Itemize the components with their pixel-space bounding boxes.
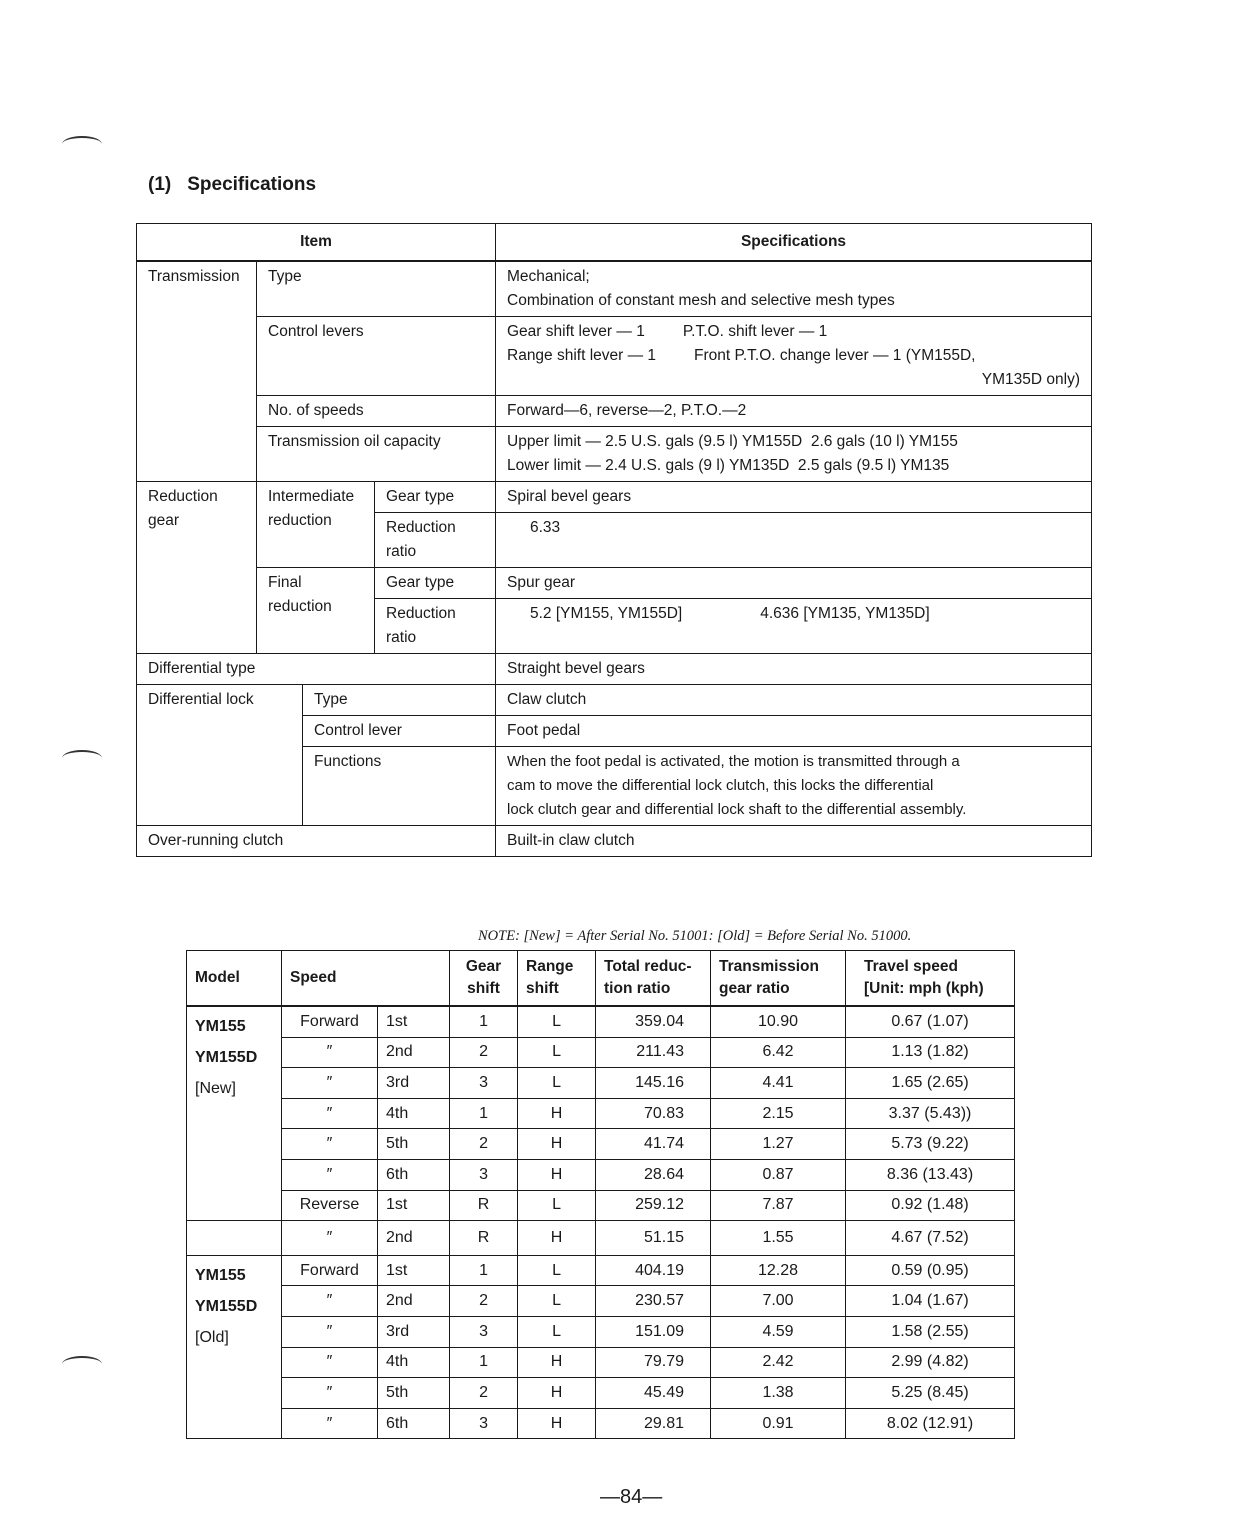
- transmission-ratio-cell: 12.28: [711, 1255, 846, 1286]
- final-line: reduction: [268, 598, 332, 615]
- reduction-ratio-label: [375, 599, 496, 654]
- transmission-ratio-cell: 1.55: [711, 1221, 846, 1256]
- item-header: Item: [137, 224, 496, 262]
- transmission-ratio-cell: 7.87: [711, 1190, 846, 1221]
- gear-shift-cell: 3: [450, 1159, 518, 1190]
- gear-shift-cell: 1: [450, 1098, 518, 1129]
- range-shift-cell: H: [518, 1408, 596, 1439]
- total-ratio-cell: 359.04: [596, 1006, 711, 1037]
- control-levers-label: Control levers: [257, 317, 496, 396]
- step-cell: 2nd: [378, 1286, 450, 1317]
- ratio-label-line: ratio: [386, 543, 417, 560]
- model-name: YM155D: [195, 1297, 258, 1315]
- model-tag: [Old]: [195, 1328, 229, 1346]
- step-cell: 4th: [378, 1098, 450, 1129]
- direction-cell: ″: [282, 1068, 378, 1099]
- transmission-ratio-cell: 1.27: [711, 1129, 846, 1160]
- final-ratio-value: [496, 599, 1092, 654]
- header-line: Gear: [465, 958, 502, 975]
- final-ratio-a: 5.2 [YM155, YM155D]: [530, 605, 683, 622]
- model-name: YM155D: [195, 1049, 258, 1066]
- section-title: Specifications: [187, 174, 317, 195]
- control-lever-value: Foot pedal: [496, 716, 1092, 747]
- transmission-ratio-cell: 10.90: [711, 1006, 846, 1037]
- total-ratio-cell: 145.16: [596, 1068, 711, 1099]
- travel-speed-cell: 1.58 (2.55): [846, 1316, 1015, 1347]
- direction-cell: ″: [282, 1286, 378, 1317]
- speed-row: [187, 1347, 1015, 1378]
- transmission-label: Transmission: [137, 261, 257, 482]
- intermediate-reduction-label: [257, 482, 375, 568]
- speed-row: [187, 1129, 1015, 1160]
- gear-shift-cell: R: [450, 1190, 518, 1221]
- model-cell: [187, 1221, 282, 1256]
- control-lever-label: Control lever: [303, 716, 496, 747]
- total-ratio-cell: 404.19: [596, 1255, 711, 1286]
- range-shift-cell: H: [518, 1159, 596, 1190]
- lower-limit: Lower limit — 2.4 U.S. gals (9 l): [507, 457, 725, 474]
- functions-line: lock clutch gear and differential lock shaft to the differential assembly.: [507, 801, 967, 818]
- speed-table: [186, 950, 1015, 1439]
- table-row: [137, 317, 1092, 396]
- ratio-label-line: ratio: [386, 629, 417, 646]
- speed-row: [187, 1159, 1015, 1190]
- over-running-label: Over-running clutch: [137, 826, 496, 857]
- reduction-gear-line: Reduction: [148, 488, 218, 505]
- specifications-table: [136, 223, 1092, 857]
- intermediate-line: reduction: [268, 512, 332, 529]
- range-shift-cell: H: [518, 1098, 596, 1129]
- travel-speed-cell: 8.36 (13.43): [846, 1159, 1015, 1190]
- direction-cell: ″: [282, 1408, 378, 1439]
- travel-speed-cell: 2.99 (4.82): [846, 1347, 1015, 1378]
- lower-model: YM135D: [728, 457, 790, 474]
- model-name: YM155: [195, 1266, 246, 1284]
- header-line: [Unit: mph (kph): [864, 980, 984, 997]
- differential-lock-label: Differential lock: [137, 685, 303, 826]
- total-ratio-cell: 79.79: [596, 1347, 711, 1378]
- upper-limit: Upper limit — 2.5 U.S. gals (9.5 l): [507, 433, 738, 450]
- page-number: —84—: [600, 1486, 663, 1508]
- travel-speed-header: [846, 951, 1015, 1007]
- gear-shift-cell: 1: [450, 1255, 518, 1286]
- transmission-ratio-cell: 0.87: [711, 1159, 846, 1190]
- pto-shift-lever: P.T.O. shift lever — 1: [682, 323, 828, 340]
- speed-row: [187, 1190, 1015, 1221]
- step-cell: 1st: [378, 1255, 450, 1286]
- table-row: [137, 482, 1092, 513]
- range-shift-cell: L: [518, 1255, 596, 1286]
- travel-speed-cell: 3.37 (5.43)): [846, 1098, 1015, 1129]
- reduction-gear-line: gear: [148, 512, 180, 529]
- speed-header: Speed: [282, 951, 450, 1007]
- transmission-ratio-cell: 2.42: [711, 1347, 846, 1378]
- speed-row: [187, 1006, 1015, 1037]
- functions-value: [496, 747, 1092, 826]
- travel-speed-cell: 0.59 (0.95): [846, 1255, 1015, 1286]
- step-cell: 6th: [378, 1408, 450, 1439]
- type-line: Combination of constant mesh and selective mesh types: [507, 292, 895, 309]
- gear-shift-cell: 2: [450, 1286, 518, 1317]
- transmission-ratio-cell: 4.59: [711, 1316, 846, 1347]
- gear-shift-lever: Gear shift lever — 1: [507, 323, 645, 340]
- total-ratio-cell: 29.81: [596, 1408, 711, 1439]
- model-name: YM155: [195, 1018, 246, 1035]
- front-pto-lever-cont: YM135D only): [981, 371, 1080, 388]
- step-cell: 1st: [378, 1190, 450, 1221]
- functions-line: When the foot pedal is activated, the motion is transmitted through a: [507, 753, 960, 770]
- model-tag: [New]: [195, 1080, 236, 1097]
- header-line: Total reduc-: [604, 958, 692, 975]
- step-cell: 5th: [378, 1378, 450, 1409]
- speed-row: [187, 1378, 1015, 1409]
- table-row: [137, 427, 1092, 482]
- table-row: [137, 685, 1092, 716]
- speed-row: [187, 1037, 1015, 1068]
- binding-hole-mark: [62, 136, 102, 152]
- binding-hole-mark: [62, 750, 102, 766]
- intermediate-line: Intermediate: [268, 488, 355, 505]
- final-line: Final: [268, 574, 302, 591]
- table-row: [137, 826, 1092, 857]
- table-row: [137, 261, 1092, 317]
- reduction-gear-label: [137, 482, 257, 654]
- header-line: gear ratio: [719, 980, 790, 997]
- gear-type-value: Spur gear: [496, 568, 1092, 599]
- type-label: Type: [257, 261, 496, 317]
- direction-cell: ″: [282, 1159, 378, 1190]
- step-cell: 5th: [378, 1129, 450, 1160]
- ratio-label-line: Reduction: [386, 519, 456, 536]
- header-line: shift: [526, 980, 559, 997]
- gear-shift-cell: 2: [450, 1129, 518, 1160]
- reduction-ratio-value: 6.33: [496, 513, 1092, 568]
- gear-type-label: Gear type: [375, 568, 496, 599]
- range-shift-cell: L: [518, 1006, 596, 1037]
- travel-speed-cell: 5.73 (9.22): [846, 1129, 1015, 1160]
- transmission-ratio-cell: 6.42: [711, 1037, 846, 1068]
- model-cell: [187, 1255, 282, 1439]
- differential-type-label: Differential type: [137, 654, 496, 685]
- travel-speed-cell: 1.04 (1.67): [846, 1286, 1015, 1317]
- gear-shift-cell: R: [450, 1221, 518, 1256]
- model-header: Model: [187, 951, 282, 1007]
- step-cell: 1st: [378, 1006, 450, 1037]
- over-running-value: Built-in claw clutch: [496, 826, 1092, 857]
- step-cell: 3rd: [378, 1316, 450, 1347]
- direction-cell: ″: [282, 1378, 378, 1409]
- final-ratio-b: 4.636 [YM135, YM135D]: [760, 605, 930, 622]
- differential-type-value: Straight bevel gears: [496, 654, 1092, 685]
- transmission-ratio-cell: 2.15: [711, 1098, 846, 1129]
- type-value: [496, 261, 1092, 317]
- gear-type-value: Spiral bevel gears: [496, 482, 1092, 513]
- direction-cell: ″: [282, 1129, 378, 1160]
- section-heading: [148, 174, 316, 196]
- range-shift-cell: H: [518, 1347, 596, 1378]
- upper-alt-model: YM155: [908, 433, 958, 450]
- front-pto-lever: Front P.T.O. change lever — 1 (YM155D,: [694, 347, 976, 364]
- gear-shift-header: [450, 951, 518, 1007]
- specifications-header: Specifications: [496, 224, 1092, 262]
- header-line: shift: [467, 980, 500, 997]
- step-cell: 4th: [378, 1347, 450, 1378]
- speed-row: [187, 1316, 1015, 1347]
- step-cell: 6th: [378, 1159, 450, 1190]
- header-line: Range: [526, 958, 574, 975]
- range-shift-cell: L: [518, 1286, 596, 1317]
- transmission-ratio-header: [711, 951, 846, 1007]
- table-row: [137, 654, 1092, 685]
- oil-capacity-value: [496, 427, 1092, 482]
- type-line: Mechanical;: [507, 268, 590, 285]
- table-header-row: [137, 224, 1092, 262]
- direction-cell: ″: [282, 1037, 378, 1068]
- total-ratio-cell: 41.74: [596, 1129, 711, 1160]
- control-levers-value: [496, 317, 1092, 396]
- direction-cell: ″: [282, 1221, 378, 1256]
- speed-row: [187, 1221, 1015, 1256]
- travel-speed-cell: 5.25 (8.45): [846, 1378, 1015, 1409]
- gear-shift-cell: 2: [450, 1037, 518, 1068]
- step-cell: 2nd: [378, 1037, 450, 1068]
- range-shift-cell: L: [518, 1068, 596, 1099]
- range-shift-cell: H: [518, 1378, 596, 1409]
- transmission-ratio-cell: 4.41: [711, 1068, 846, 1099]
- range-shift-cell: L: [518, 1316, 596, 1347]
- oil-capacity-label: Transmission oil capacity: [257, 427, 496, 482]
- binding-hole-mark: [62, 1356, 102, 1372]
- travel-speed-cell: 0.92 (1.48): [846, 1190, 1015, 1221]
- total-ratio-cell: 70.83: [596, 1098, 711, 1129]
- travel-speed-cell: 4.67 (7.52): [846, 1221, 1015, 1256]
- gear-shift-cell: 3: [450, 1068, 518, 1099]
- final-reduction-label: [257, 568, 375, 654]
- table-row: [137, 568, 1092, 599]
- section-number: (1): [148, 174, 172, 195]
- total-ratio-cell: 28.64: [596, 1159, 711, 1190]
- direction-cell: ″: [282, 1347, 378, 1378]
- range-shift-cell: H: [518, 1221, 596, 1256]
- speeds-label: No. of speeds: [257, 396, 496, 427]
- gear-type-label: Gear type: [375, 482, 496, 513]
- step-cell: 3rd: [378, 1068, 450, 1099]
- gear-shift-cell: 1: [450, 1347, 518, 1378]
- ratio-label-line: Reduction: [386, 605, 456, 622]
- range-shift-cell: L: [518, 1190, 596, 1221]
- transmission-ratio-cell: 0.91: [711, 1408, 846, 1439]
- header-line: Travel speed: [864, 958, 958, 975]
- direction-cell: Forward: [282, 1255, 378, 1286]
- speed-row: [187, 1068, 1015, 1099]
- range-shift-header: [518, 951, 596, 1007]
- table-row: [137, 396, 1092, 427]
- transmission-ratio-cell: 1.38: [711, 1378, 846, 1409]
- functions-label: Functions: [303, 747, 496, 826]
- total-ratio-cell: 45.49: [596, 1378, 711, 1409]
- transmission-ratio-cell: 7.00: [711, 1286, 846, 1317]
- travel-speed-cell: 0.67 (1.07): [846, 1006, 1015, 1037]
- travel-speed-cell: 8.02 (12.91): [846, 1408, 1015, 1439]
- functions-line: cam to move the differential lock clutch, this locks the differential: [507, 777, 934, 794]
- total-ratio-header: [596, 951, 711, 1007]
- speeds-value: Forward—6, reverse—2, P.T.O.—2: [496, 396, 1092, 427]
- direction-cell: Forward: [282, 1006, 378, 1037]
- lower-alt: 2.5 gals (9.5 l): [797, 457, 897, 474]
- step-cell: 2nd: [378, 1221, 450, 1256]
- header-line: Transmission: [719, 958, 819, 975]
- gear-shift-cell: 2: [450, 1378, 518, 1409]
- serial-note: NOTE: [New] = After Serial No. 51001: [Old] = Before Serial No. 51000.: [478, 928, 912, 944]
- header-line: tion ratio: [604, 980, 671, 997]
- model-cell: [187, 1006, 282, 1221]
- travel-speed-cell: 1.65 (2.65): [846, 1068, 1015, 1099]
- direction-cell: Reverse: [282, 1190, 378, 1221]
- lock-type-label: Type: [303, 685, 496, 716]
- lower-alt-model: YM135: [900, 457, 950, 474]
- range-shift-cell: H: [518, 1129, 596, 1160]
- reduction-ratio-label: [375, 513, 496, 568]
- speed-table-header: [187, 951, 1015, 1007]
- speed-row: [187, 1098, 1015, 1129]
- travel-speed-cell: 1.13 (1.82): [846, 1037, 1015, 1068]
- gear-shift-cell: 3: [450, 1408, 518, 1439]
- total-ratio-cell: 211.43: [596, 1037, 711, 1068]
- range-shift-lever: Range shift lever — 1: [507, 347, 657, 364]
- total-ratio-cell: 51.15: [596, 1221, 711, 1256]
- gear-shift-cell: 1: [450, 1006, 518, 1037]
- range-shift-cell: L: [518, 1037, 596, 1068]
- gear-shift-cell: 3: [450, 1316, 518, 1347]
- speed-row: [187, 1408, 1015, 1439]
- upper-alt: 2.6 gals (10 l): [810, 433, 905, 450]
- direction-cell: ″: [282, 1316, 378, 1347]
- upper-model: YM155D: [741, 433, 803, 450]
- total-ratio-cell: 151.09: [596, 1316, 711, 1347]
- lock-type-value: Claw clutch: [496, 685, 1092, 716]
- direction-cell: ″: [282, 1098, 378, 1129]
- speed-row: [187, 1286, 1015, 1317]
- total-ratio-cell: 230.57: [596, 1286, 711, 1317]
- total-ratio-cell: 259.12: [596, 1190, 711, 1221]
- speed-row: [187, 1255, 1015, 1286]
